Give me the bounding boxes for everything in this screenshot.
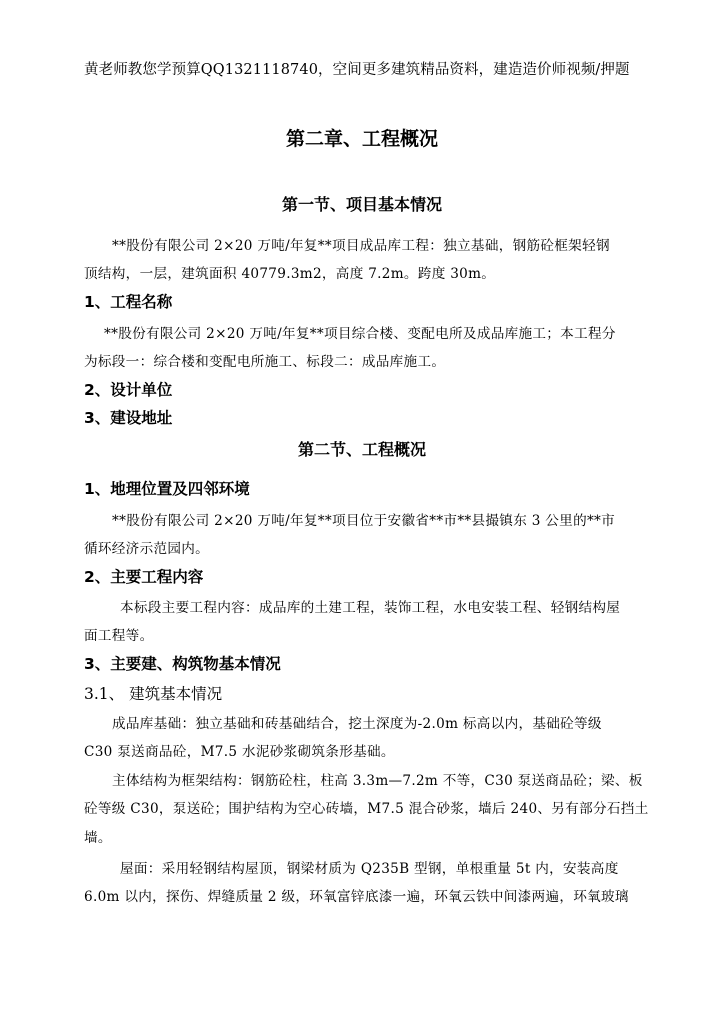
- paragraph-line: **股份有限公司 2×20 万吨/年复**项目综合楼、变配电所及成品库施工；本工程分: [104, 326, 616, 342]
- section-heading: 3、主要建、构筑物基本情况: [84, 655, 281, 673]
- paragraph-line: 6.0m 以内，探伤、焊缝质量 2 级，环氧富锌底漆一遍，环氧云铁中间漆两遍，环氧玻璃: [84, 889, 629, 905]
- section-heading: 1、地理位置及四邻环境: [84, 480, 250, 498]
- paragraph-line: **股份有限公司 2×20 万吨/年复**项目成品库工程：独立基础，钢筋砼框架轻钢: [112, 238, 610, 254]
- paragraph-line: 墙。: [84, 830, 112, 846]
- paragraph-line: 为标段一：综合楼和变配电所施工、标段二：成品库施工。: [84, 354, 446, 370]
- paragraph-line: 本标段主要工程内容：成品库的土建工程，装饰工程，水电安装工程、轻钢结构屋: [120, 600, 621, 616]
- paragraph-line: 成品库基础：独立基础和砖基础结合，挖土深度为-2.0m 标高以内，基础砼等级: [112, 716, 602, 732]
- paragraph-line: 面工程等。: [84, 628, 154, 644]
- section-heading: 2、主要工程内容: [84, 568, 204, 586]
- page-header-note: 黄老师教您学预算QQ1321118740，空间更多建筑精品资料，建造造价师视频/押题: [84, 62, 630, 78]
- paragraph-line: 砼等级 C30，泵送砼；围护结构为空心砖墙，M7.5 混合砂浆，墙后 240、另有部分石挡土: [84, 801, 649, 817]
- paragraph-line: 循环经济示范园内。: [84, 541, 210, 557]
- section-heading: 2、设计单位: [84, 381, 173, 399]
- section-title: 第一节、项目基本情况: [281, 195, 442, 214]
- paragraph-line: 屋面：采用轻钢结构屋顶，钢梁材质为 Q235B 型钢，单根重量 5t 内，安装高度: [120, 861, 619, 877]
- paragraph-line: **股份有限公司 2×20 万吨/年复**项目位于安徽省**市**县撮镇东 3 公里的**市: [112, 513, 616, 529]
- paragraph-line: 主体结构为框架结构：钢筋砼柱，柱高 3.3m—7.2m 不等，C30 泵送商品砼；梁、板: [112, 773, 643, 789]
- paragraph-line: C30 泵送商品砼，M7.5 水泥砂浆砌筑条形基础。: [84, 744, 395, 760]
- subsection-heading: 3.1、 建筑基本情况: [84, 685, 223, 703]
- section-title: 第二节、工程概况: [297, 440, 426, 459]
- chapter-title: 第二章、工程概况: [285, 128, 438, 150]
- section-heading: 1、工程名称: [84, 293, 173, 311]
- section-heading: 3、建设地址: [84, 409, 173, 427]
- paragraph-line: 顶结构，一层，建筑面积 40779.3m2，高度 7.2m。跨度 30m。: [84, 266, 496, 282]
